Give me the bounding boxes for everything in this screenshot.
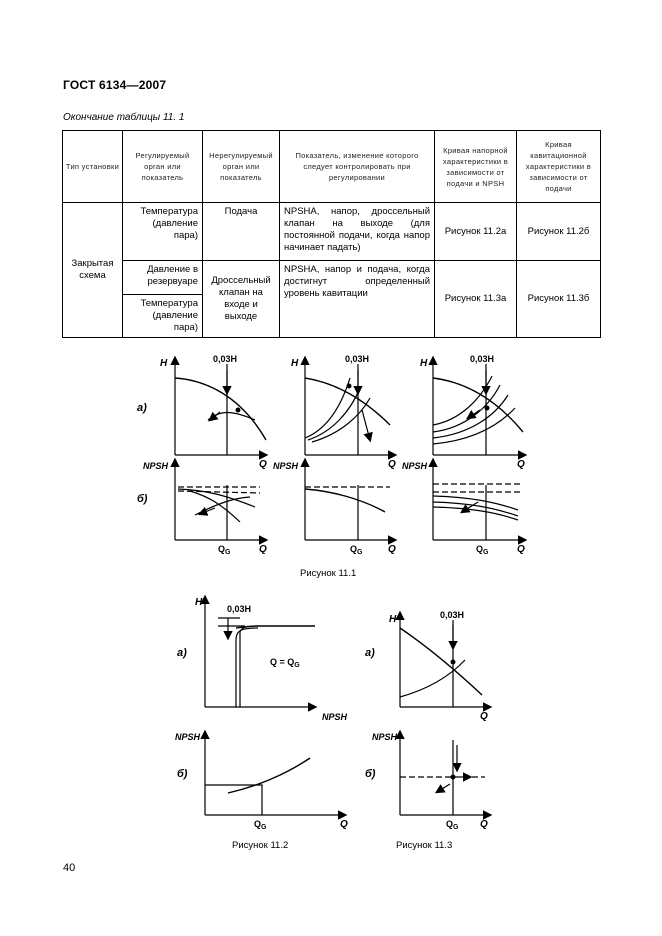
cell-install-type: Закрытая схема [63, 203, 123, 338]
svg-text:QG [446, 819, 459, 831]
fig2-axis-npsh-x: NPSH [322, 712, 348, 722]
fig3-q-marker: Q [446, 819, 454, 829]
cell-regulated: Температура (давление пара) [123, 203, 203, 261]
fig1-axis-q-bottom: Q [259, 544, 267, 555]
fig1-p3-q-sub: G [483, 549, 489, 556]
col-header-regulated: Регулируемый орган или показатель [123, 131, 203, 203]
cell-regulated: Давление в резервуаре [123, 261, 203, 295]
fig2-axis-h: H [195, 597, 203, 608]
figure-11-1-caption: Рисунок 11.1 [300, 568, 357, 579]
figure-11-3-caption: Рисунок 11.3 [396, 840, 453, 851]
fig3-bottom [400, 732, 490, 815]
fig2-top [205, 597, 315, 707]
fig2-bottom [205, 732, 345, 815]
fig1-axis-q: Q [259, 459, 267, 470]
page-number: 40 [63, 862, 76, 874]
fig3-label-b: б) [365, 768, 376, 780]
col-header-indicator: Показатель, изменение которого следует контролировать при регулировании [280, 131, 435, 203]
cell-indicator: NPSHA, напор, дроссельный клапан на выходе (для постоянной подачи, когда напор начинает падать) [280, 203, 435, 261]
fig1-p2-marker-003h: 0,03H [345, 354, 370, 364]
cell-head-curve: Рисунок 11.3а [435, 261, 517, 338]
cell-head-curve: Рисунок 11.2а [435, 203, 517, 261]
fig1-panel2-bottom [305, 460, 395, 540]
fig1-p3-axis-q-bottom: Q [517, 544, 525, 555]
col-header-head-curve: Кривая напорной характеристики в зависимости от подачи и NPSH [435, 131, 517, 203]
fig1-p3-marker-003h: 0,03H [470, 354, 495, 364]
svg-text:QG [350, 544, 363, 556]
fig1-panel1-top [175, 358, 266, 455]
fig1-label-a: а) [137, 402, 147, 414]
fig1-p3-q-marker: Q [476, 544, 484, 554]
figure-11-2-caption: Рисунок 11.2 [232, 840, 289, 851]
fig2-marker-003h: 0,03H [227, 604, 252, 614]
fig1-marker-003h: 0,03H [213, 354, 238, 364]
fig1-p3-axis-npsh: NPSH [402, 461, 428, 471]
fig2-q-marker: Q [254, 819, 262, 829]
fig2-equation: Q = Q [270, 657, 295, 667]
table-continuation-title: Окончание таблицы 11. 1 [63, 112, 185, 123]
fig3-axis-q: Q [480, 711, 488, 722]
fig1-p3-axis-q: Q [517, 459, 525, 470]
fig2-axis-q: Q [340, 819, 348, 830]
fig1-panel3-bottom [433, 460, 525, 540]
svg-text:Q = QG [270, 657, 300, 669]
cell-cav-curve: Рисунок 11.2б [517, 203, 601, 261]
col-header-cav-curve: Кривая кавитационной характеристики в зависимости от подачи [517, 131, 601, 203]
fig2-axis-npsh: NPSH [175, 732, 201, 742]
fig1-panel3-top [433, 358, 525, 455]
fig1-p2-axis-npsh: NPSH [273, 461, 299, 471]
svg-text:QG [218, 544, 231, 556]
fig2-label-a: а) [177, 647, 187, 659]
fig3-axis-npsh: NPSH [372, 732, 398, 742]
fig3-label-a: а) [365, 647, 375, 659]
svg-text:QG [254, 819, 267, 831]
fig2-label-b: б) [177, 768, 188, 780]
cell-cav-curve: Рисунок 11.3б [517, 261, 601, 338]
fig2-q-sub: G [261, 824, 267, 831]
fig1-p2-axis-q-bottom: Q [388, 544, 396, 555]
fig1-panel1-bottom [175, 460, 266, 540]
cell-indicator: NPSHA, напор и подача, когда достигнут определенный уровень кавитации [280, 261, 435, 338]
col-header-nonregulated: Нерегулируемый орган или показатель [203, 131, 280, 203]
fig2-equation-sub: G [294, 662, 300, 669]
fig3-top [400, 613, 490, 707]
svg-text:QG [476, 544, 489, 556]
fig3-q-sub: G [453, 824, 459, 831]
fig3-axis-q-bottom: Q [480, 819, 488, 830]
cell-regulated: Температура (давление пара) [123, 295, 203, 338]
fig1-p2-axis-q: Q [388, 459, 396, 470]
fig1-q-marker: Q [218, 544, 226, 554]
fig1-axis-npsh: NPSH [143, 461, 169, 471]
fig1-p2-axis-h: H [291, 358, 299, 369]
cell-nonregulated: Подача [203, 203, 280, 261]
fig1-panel2-top [305, 358, 395, 455]
fig1-q-sub: G [225, 549, 231, 556]
fig3-axis-h: H [389, 614, 397, 625]
fig3-marker-003h: 0,03H [440, 610, 465, 620]
fig1-p3-axis-h: H [420, 358, 428, 369]
document-header: ГОСТ 6134—2007 [63, 78, 167, 92]
col-header-install-type: Тип установки [63, 131, 123, 203]
fig1-axis-h: H [160, 358, 168, 369]
fig1-p2-q-marker: Q [350, 544, 358, 554]
cell-nonregulated: Дроссельный клапан на входе и выходе [203, 261, 280, 338]
fig1-label-b: б) [137, 493, 148, 505]
fig1-p2-q-sub: G [357, 549, 363, 556]
